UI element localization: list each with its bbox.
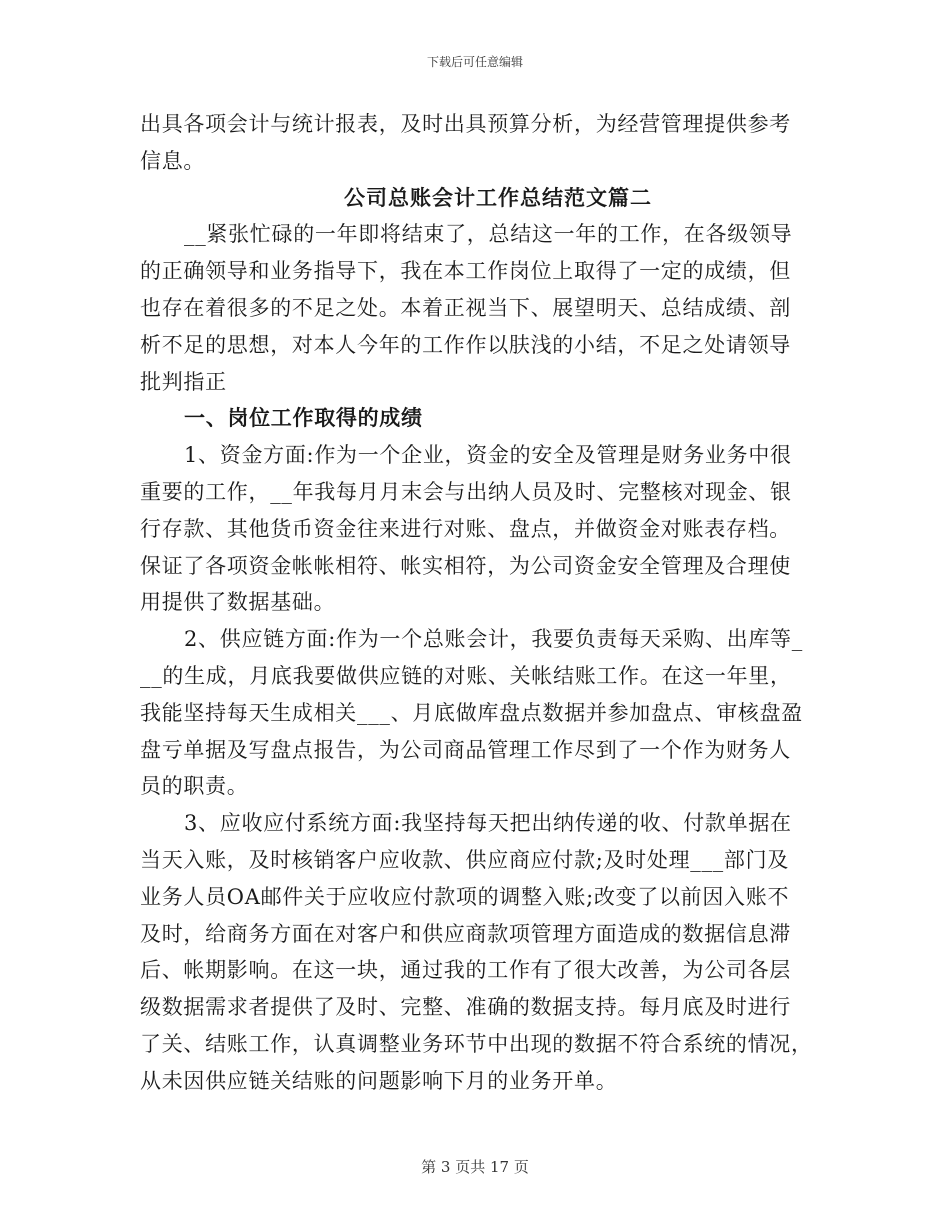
body-line: 及时，给商务方面在对客户和供应商款项管理方面造成的数据信息滞 — [140, 921, 791, 946]
body-line: 盘亏单据及写盘点报告，为公司商品管理工作尽到了一个作为财务人 — [140, 737, 791, 762]
paragraph-first-line: 3、应收应付系统方面:我坚持每天把出纳传递的收、付款单据在 — [184, 811, 792, 836]
body-line: 我能坚持每天生成相关___、月底做库盘点数据并参加盘点、审核盘盈 — [140, 700, 803, 725]
body-line: 业务人员OA邮件关于应收应付款项的调整入账;改变了以前因入账不 — [140, 884, 790, 909]
body-line: 行存款、其他货币资金往来进行对账、盘点，并做资金对账表存档。 — [140, 516, 791, 541]
body-line: 也存在着很多的不足之处。本着正视当下、展望明天、总结成绩、剖 — [140, 295, 791, 320]
body-line: 级数据需求者提供了及时、完整、准确的数据支持。每月底及时进行 — [140, 995, 791, 1020]
body-line: 批判指正 — [140, 369, 227, 394]
body-line: __的生成，月底我要做供应链的对账、关帐结账工作。在这一年里， — [140, 663, 792, 688]
body-line: 出具各项会计与统计报表，及时出具预算分析，为经营管理提供参考 — [140, 112, 791, 136]
body-line: 的正确领导和业务指导下，我在本工作岗位上取得了一定的成绩，但 — [140, 259, 791, 284]
body-line: 信息。 — [140, 148, 206, 173]
body-line: 重要的工作，__年我每月月末会与出纳人员及时、完整核对现金、银 — [140, 479, 792, 504]
document-body — [140, 106, 812, 1100]
section-title: 公司总账会计工作总结范文篇二 — [344, 184, 652, 210]
body-line: 用提供了数据基础。 — [140, 590, 336, 615]
paragraph-first-line: __紧张忙碌的一年即将结束了，总结这一年的工作，在各级领导 — [184, 222, 793, 247]
subsection-heading: 一、岗位工作取得的成绩 — [184, 405, 423, 431]
body-line: 从未因供应链关结账的问题影响下月的业务开单。 — [140, 1068, 618, 1093]
body-line: 了关、结账工作，认真调整业务环节中出现的数据不符合系统的情况， — [140, 1031, 813, 1056]
body-line: 当天入账，及时核销客户应收款、供应商应付款;及时处理___部门及 — [140, 847, 789, 872]
body-line: 后、帐期影响。在这一块，通过我的工作有了很大改善，为公司各层 — [140, 958, 791, 983]
page-number: 第 3 页共 17 页 — [421, 1158, 529, 1176]
body-line: 保证了各项资金帐帐相符、帐实相符，为公司资金安全管理及合理使 — [140, 553, 791, 578]
paragraph-first-line: 2、供应链方面:作为一个总账会计，我要负责每天采购、出库等_ — [184, 627, 803, 652]
header-note: 下载后可任意编辑 — [426, 55, 523, 69]
body-line: 员的职责。 — [140, 774, 249, 799]
paragraph-first-line: 1、资金方面:作为一个企业，资金的安全及管理是财务业务中很 — [184, 443, 792, 468]
body-line: 析不足的思想，对本人今年的工作作以肤浅的小结，不足之处请领导 — [140, 332, 791, 357]
